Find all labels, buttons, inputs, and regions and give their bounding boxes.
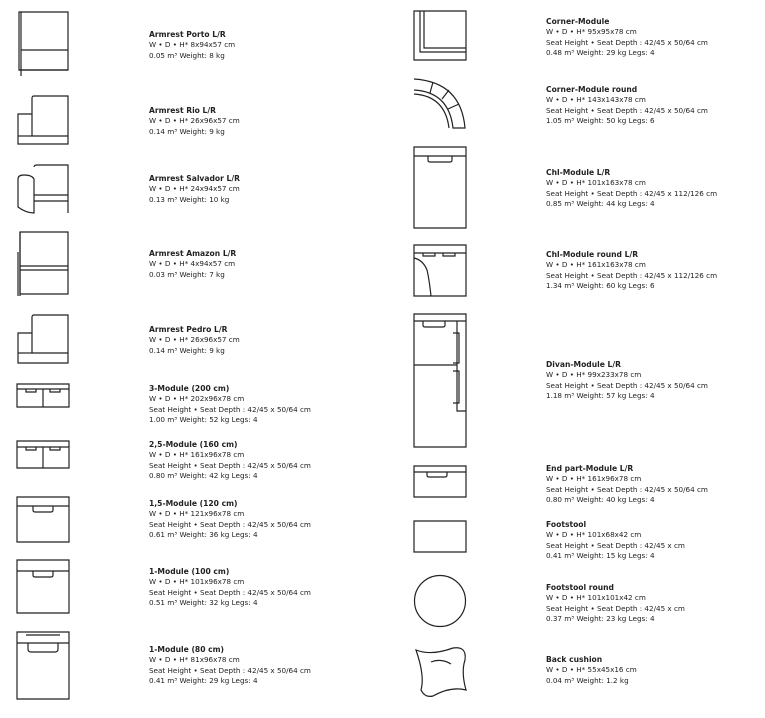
product-dimensions: W • D • H* 161x96x78 cm [149, 450, 245, 460]
product-specs: 0.04 m³ Weight: 1.2 kg [546, 675, 629, 685]
product-seat: Seat Height • Seat Depth : 42/45 x cm [546, 603, 685, 613]
product-specs: 0.03 m³ Weight: 7 kg [149, 269, 225, 279]
product-name: Chl-Module round L/R [546, 250, 639, 259]
product-dimensions: W • D • H* 101x163x78 cm [546, 178, 646, 188]
armrest-rio-drawing [16, 94, 70, 146]
armrest-porto-drawing [16, 10, 70, 78]
back-cushion-drawing [413, 646, 469, 698]
product-specs: 0.48 m³ Weight: 29 kg Legs: 4 [546, 48, 655, 58]
product-specs: 1.18 m³ Weight: 57 kg Legs: 4 [546, 391, 655, 401]
product-specs: 1.34 m³ Weight: 60 kg Legs: 6 [546, 281, 655, 291]
product-dimensions: W • D • H* 161x163x78 cm [546, 260, 646, 270]
1-module-100-drawing [16, 559, 70, 615]
product-seat: Seat Height • Seat Depth : 42/45 x 112/126 cm [546, 188, 718, 198]
product-specs: 0.41 m³ Weight: 15 kg Legs: 4 [546, 551, 655, 561]
product-name: Divan-Module L/R [546, 360, 622, 369]
product-seat: Seat Height • Seat Depth : 42/45 x 50/64 cm [546, 484, 708, 494]
product-specs: 0.41 m³ Weight: 29 kg Legs: 4 [149, 676, 258, 686]
1-5-module-drawing [16, 496, 70, 544]
product-dimensions: W • D • H* 101x96x78 cm [149, 577, 245, 587]
product-seat: Seat Height • Seat Depth : 42/45 x 50/64 cm [149, 460, 311, 470]
product-dimensions: W • D • H* 4x94x57 cm [149, 259, 236, 269]
product-specs: 0.85 m³ Weight: 44 kg Legs: 4 [546, 199, 655, 209]
product-specs: 0.13 m³ Weight: 10 kg [149, 194, 230, 204]
product-seat: Seat Height • Seat Depth : 42/45 x 50/64 cm [149, 665, 311, 675]
product-name: Back cushion [546, 655, 603, 664]
product-name: Armrest Pedro L/R [149, 325, 228, 334]
product-dimensions: W • D • H* 95x95x78 cm [546, 27, 637, 37]
product-dimensions: W • D • H* 101x68x42 cm [546, 530, 642, 540]
armrest-amazon-drawing [16, 230, 70, 298]
armrest-salvador-drawing [16, 163, 70, 215]
product-dimensions: W • D • H* 24x94x57 cm [149, 184, 240, 194]
product-dimensions: W • D • H* 202x96x78 cm [149, 394, 245, 404]
product-specs: 0.05 m³ Weight: 8 kg [149, 50, 225, 60]
product-name: End part-Module L/R [546, 464, 634, 473]
product-dimensions: W • D • H* 26x96x57 cm [149, 335, 240, 345]
3-module-drawing [16, 383, 70, 409]
product-dimensions: W • D • H* 99x233x78 cm [546, 370, 642, 380]
product-name: 1-Module (80 cm) [149, 645, 225, 654]
product-name: Armrest Salvador L/R [149, 174, 240, 183]
product-name: Chl-Module L/R [546, 168, 611, 177]
product-specs: 0.14 m³ Weight: 9 kg [149, 345, 225, 355]
product-name: Armrest Amazon L/R [149, 249, 237, 258]
product-specs: 0.80 m³ Weight: 40 kg Legs: 4 [546, 495, 655, 505]
product-name: 3-Module (200 cm) [149, 384, 230, 393]
product-seat: Seat Height • Seat Depth : 42/45 x 50/64 cm [149, 404, 311, 414]
product-specs: 0.14 m³ Weight: 9 kg [149, 126, 225, 136]
product-seat: Seat Height • Seat Depth : 42/45 x cm [546, 540, 685, 550]
2-5-module-drawing [16, 440, 70, 470]
product-dimensions: W • D • H* 8x94x57 cm [149, 40, 236, 50]
product-specs: 0.80 m³ Weight: 42 kg Legs: 4 [149, 471, 258, 481]
product-name: Armrest Porto L/R [149, 30, 226, 39]
chl-module-round-drawing [413, 244, 467, 298]
product-dimensions: W • D • H* 55x45x16 cm [546, 665, 637, 675]
divan-module-drawing [413, 313, 467, 449]
product-seat: Seat Height • Seat Depth : 42/45 x 50/64 cm [546, 105, 708, 115]
product-name: Armrest Rio L/R [149, 106, 216, 115]
product-seat: Seat Height • Seat Depth : 42/45 x 50/64 cm [546, 37, 708, 47]
product-dimensions: W • D • H* 101x101x42 cm [546, 593, 646, 603]
product-name: Corner-Module round [546, 85, 638, 94]
footstool-round-drawing [413, 574, 467, 628]
product-specs: 0.61 m³ Weight: 36 kg Legs: 4 [149, 530, 258, 540]
product-seat: Seat Height • Seat Depth : 42/45 x 50/64 cm [149, 519, 311, 529]
product-seat: Seat Height • Seat Depth : 42/45 x 50/64 cm [149, 587, 311, 597]
product-name: 1,5-Module (120 cm) [149, 499, 238, 508]
product-dimensions: W • D • H* 143x143x78 cm [546, 95, 646, 105]
product-dimensions: W • D • H* 121x96x78 cm [149, 509, 245, 519]
product-name: 2,5-Module (160 cm) [149, 440, 238, 449]
chl-module-drawing [413, 146, 467, 230]
product-specs: 0.37 m³ Weight: 23 kg Legs: 4 [546, 614, 655, 624]
product-dimensions: W • D • H* 161x96x78 cm [546, 474, 642, 484]
product-seat: Seat Height • Seat Depth : 42/45 x 112/126 cm [546, 270, 718, 280]
corner-module-round-drawing [413, 78, 467, 130]
product-dimensions: W • D • H* 26x96x57 cm [149, 116, 240, 126]
1-module-80-drawing [16, 631, 70, 701]
product-seat: Seat Height • Seat Depth : 42/45 x 50/64 cm [546, 380, 708, 390]
end-part-module-drawing [413, 465, 467, 499]
product-name: Footstool round [546, 583, 614, 592]
product-specs: 1.00 m³ Weight: 52 kg Legs: 4 [149, 415, 258, 425]
product-dimensions: W • D • H* 81x96x78 cm [149, 655, 240, 665]
corner-module-drawing [413, 10, 467, 62]
product-name: Footstool [546, 520, 587, 529]
armrest-pedro-drawing [16, 313, 70, 367]
product-specs: 0.51 m³ Weight: 32 kg Legs: 4 [149, 598, 258, 608]
product-specs: 1.05 m³ Weight: 50 kg Legs: 6 [546, 116, 655, 126]
product-name: 1-Module (100 cm) [149, 567, 230, 576]
footstool-drawing [413, 520, 467, 554]
product-name: Corner-Module [546, 17, 610, 26]
